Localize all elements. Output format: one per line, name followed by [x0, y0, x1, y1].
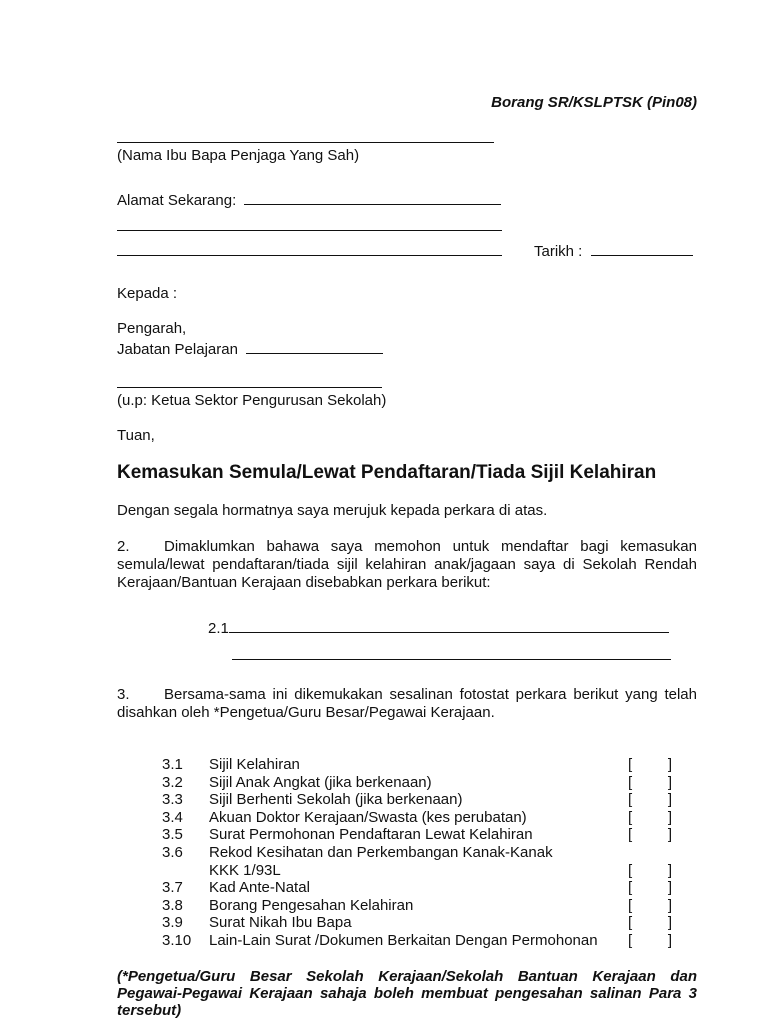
checkbox[interactable]: [ ] — [628, 914, 672, 932]
address-line-1[interactable] — [244, 190, 501, 205]
checkbox[interactable]: [ ] — [628, 791, 672, 809]
attention-caption: (u.p: Ketua Sektor Pengurusan Sekolah) — [117, 392, 387, 409]
checkbox[interactable]: [ ] — [628, 879, 672, 897]
checkbox[interactable]: [ ] — [628, 896, 672, 914]
address-row — [117, 190, 501, 210]
checklist-item: 3.7 Kad Ante-Natal [ ] — [162, 879, 672, 897]
item-2-1-field[interactable] — [229, 618, 669, 633]
checklist-item: 3.2 Sijil Anak Angkat (jika berkenaan) [ ] — [162, 773, 672, 791]
salutation: Tuan, — [117, 427, 155, 444]
checkbox[interactable]: [ ] — [628, 931, 672, 949]
dept-field[interactable] — [246, 339, 383, 354]
item-2-1-row — [208, 618, 669, 638]
document-checklist — [162, 756, 672, 950]
checklist-item: 3.10 Lain-Lain Surat /Dokumen Berkaitan Dengan Permohonan [ ] — [162, 931, 672, 949]
checklist-item: 3.3 Sijil Berhenti Sekolah (jika berkenaan) [ ] — [162, 791, 672, 809]
parent-name-line[interactable] — [117, 128, 494, 148]
checklist-item: 3.1 Sijil Kelahiran [ ] — [162, 756, 672, 773]
checklist-item: 3.6 Rekod Kesihatan dan Perkembangan Kanak-Kanak — [162, 843, 553, 861]
para-2-text: Dimaklumkan bahawa saya memohon untuk mendaftar bagi kemasukan semula/lewat pendaftaran/tiada sijil kelahiran anak/jagaan saya di Sekolah Rendah Kerajaan/Bantuan Kerajaan disebabkan perkara berikut: — [117, 538, 697, 591]
checkbox[interactable]: [ ] — [628, 756, 672, 773]
para-3 — [117, 686, 697, 722]
verification-note: (*Pengetua/Guru Besar Sekolah Kerajaan/Sekolah Bantuan Kerajaan dan Pegawai-Pegawai Kerajaan sahaja boleh membuat pengesahan salinan Para 3 tersebut) — [117, 968, 697, 1019]
attention-line[interactable] — [117, 373, 382, 393]
form-code: Borang SR/KSLPTSK (Pin08) — [491, 94, 697, 111]
para-1: Dengan segala hormatnya saya merujuk kepada perkara di atas. — [117, 502, 548, 519]
recipient-title: Pengarah, — [117, 320, 187, 337]
date-label: Tarikh : — [534, 243, 583, 260]
date-field[interactable] — [591, 241, 693, 256]
para-2-number: 2. — [117, 538, 130, 555]
para-3-number: 3. — [117, 686, 130, 703]
checklist-item: 3.5 Surat Permohonan Pendaftaran Lewat Kelahiran [ ] — [162, 826, 672, 844]
recipient-dept: Jabatan Pelajaran — [117, 341, 238, 358]
address-line-2[interactable] — [117, 216, 502, 236]
date-row — [534, 241, 693, 261]
address-label: Alamat Sekarang: — [117, 192, 237, 209]
checklist-item-continued: KKK 1/93L [ ] — [209, 861, 672, 879]
para-2 — [117, 538, 697, 592]
item-2-1-line-2[interactable] — [232, 645, 671, 665]
subject-heading: Kemasukan Semula/Lewat Pendaftaran/Tiada Sijil Kelahiran — [117, 462, 657, 483]
address-line-3[interactable] — [117, 241, 502, 261]
recipient-dept-row — [117, 339, 383, 359]
checkbox[interactable]: [ ] — [628, 773, 672, 791]
para-3-text: Bersama-sama ini dikemukakan sesalinan fotostat perkara berikut yang telah disahkan oleh *Pengetua/Guru Besar/Pegawai Kerajaan. — [117, 686, 697, 721]
checklist-item: 3.8 Borang Pengesahan Kelahiran [ ] — [162, 896, 672, 914]
checkbox[interactable]: [ ] — [628, 861, 672, 879]
checklist-item: 3.4 Akuan Doktor Kerajaan/Swasta (kes perubatan) [ ] — [162, 808, 672, 826]
checkbox[interactable]: [ ] — [628, 826, 672, 844]
item-2-1-number: 2.1 — [208, 620, 229, 637]
checkbox[interactable]: [ ] — [628, 808, 672, 826]
checklist-item: 3.9 Surat Nikah Ibu Bapa [ ] — [162, 914, 672, 932]
parent-name-caption: (Nama Ibu Bapa Penjaga Yang Sah) — [117, 147, 360, 164]
to-label: Kepada : — [117, 285, 178, 302]
